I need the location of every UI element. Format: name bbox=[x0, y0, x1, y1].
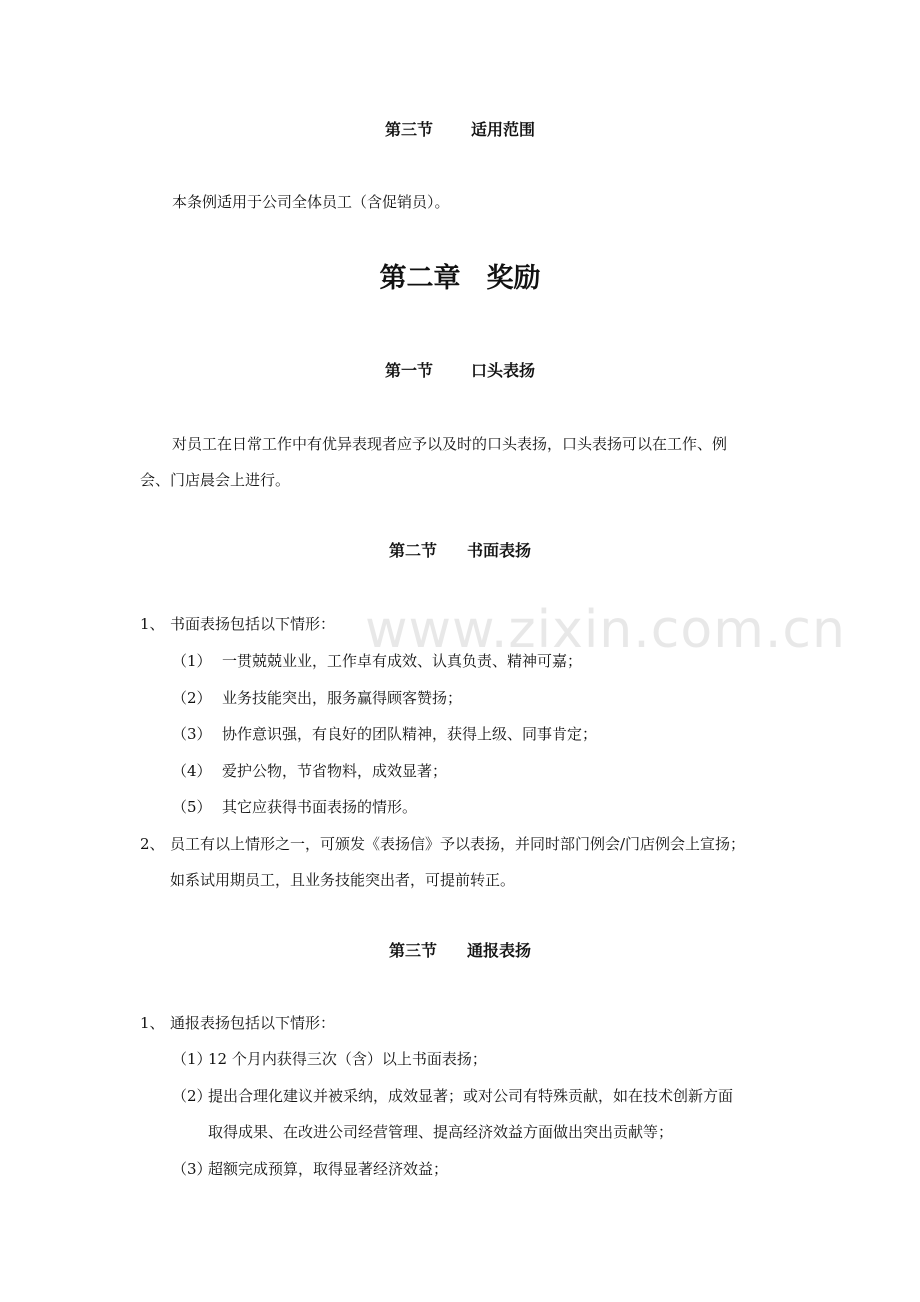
item-number: 1、 bbox=[140, 615, 165, 633]
written-sub-item bbox=[172, 724, 597, 744]
public-item-1 bbox=[140, 1013, 335, 1033]
written-item-1 bbox=[140, 614, 335, 634]
public-sub-item-3 bbox=[172, 1159, 448, 1179]
item-text: 通报表扬包括以下情形： bbox=[170, 1014, 336, 1032]
section-heading: 通报表扬 bbox=[467, 941, 532, 960]
chapter-number: 第二章 bbox=[379, 263, 461, 294]
sub-item-number: （1） bbox=[172, 1050, 212, 1068]
section-number: 第二节 bbox=[388, 541, 437, 560]
chapter-heading: 奖励 bbox=[486, 263, 541, 294]
item-number: 2、 bbox=[140, 835, 165, 853]
sub-item-number: （3） bbox=[172, 1160, 212, 1178]
section-title-oral-praise bbox=[0, 361, 920, 381]
sub-item-text: 超额完成预算，取得显著经济效益； bbox=[208, 1160, 449, 1178]
section-number: 第三节 bbox=[388, 941, 437, 960]
sub-item-text: 其它应获得书面表扬的情形。 bbox=[222, 798, 418, 816]
sub-item-text: 业务技能突出，服务赢得顾客赞扬； bbox=[222, 689, 463, 707]
section-heading: 口头表扬 bbox=[471, 361, 536, 380]
written-sub-item bbox=[172, 761, 447, 781]
sub-item-text: 12 个月内获得三次（含）以上书面表扬； bbox=[208, 1050, 487, 1068]
item-text: 书面表扬包括以下情形： bbox=[170, 615, 336, 633]
section-title-scope bbox=[0, 120, 920, 140]
sub-item-number: （4） bbox=[172, 762, 212, 780]
sub-item-number: （3） bbox=[172, 725, 212, 743]
sub-item-number: （1） bbox=[172, 652, 212, 670]
section-number: 第一节 bbox=[384, 361, 433, 380]
public-sub-item-2-line1 bbox=[172, 1086, 733, 1106]
oral-praise-paragraph-line1: 对员工在日常工作中有优异表现者应予以及时的口头表扬，口头表扬可以在工作、例 bbox=[172, 435, 728, 453]
sub-item-number: （5） bbox=[172, 798, 212, 816]
section-number: 第三节 bbox=[384, 120, 433, 139]
section-heading: 书面表扬 bbox=[467, 541, 532, 560]
sub-item-text: 提出合理化建议并被采纳，成效显著；或对公司有特殊贡献，如在技术创新方面 bbox=[208, 1087, 734, 1105]
item-number: 1、 bbox=[140, 1014, 165, 1032]
sub-item-number: （2） bbox=[172, 689, 212, 707]
written-item-2-line1 bbox=[140, 834, 745, 854]
item-text: 员工有以上情形之一，可颁发《表扬信》予以表扬，并同时部门例会/门店例会上宣扬； bbox=[170, 835, 746, 853]
oral-praise-paragraph-line2: 会、门店晨会上进行。 bbox=[140, 471, 291, 489]
chapter-title bbox=[0, 262, 920, 296]
written-item-2-line2: 如系试用期员工，且业务技能突出者，可提前转正。 bbox=[170, 871, 516, 889]
section-heading: 适用范围 bbox=[471, 120, 536, 139]
watermark: www.zixin.com.cn bbox=[365, 600, 846, 660]
section-title-public-praise bbox=[0, 941, 920, 961]
written-sub-item bbox=[172, 651, 582, 671]
sub-item-text: 协作意识强，有良好的团队精神，获得上级、同事肯定； bbox=[222, 725, 598, 743]
sub-item-text: 一贯兢兢业业，工作卓有成效、认真负责、精神可嘉； bbox=[222, 652, 583, 670]
sub-item-number: （2） bbox=[172, 1087, 212, 1105]
sub-item-text: 爱护公物，节省物料，成效显著； bbox=[222, 762, 448, 780]
written-sub-item bbox=[172, 797, 417, 817]
public-sub-item-1 bbox=[172, 1049, 487, 1069]
written-sub-item bbox=[172, 688, 462, 708]
scope-paragraph: 本条例适用于公司全体员工（含促销员）。 bbox=[172, 193, 450, 211]
section-title-written-praise bbox=[0, 541, 920, 561]
public-sub-item-2-line2: 取得成果、在改进公司经营管理、提高经济效益方面做出突出贡献等； bbox=[208, 1123, 674, 1141]
